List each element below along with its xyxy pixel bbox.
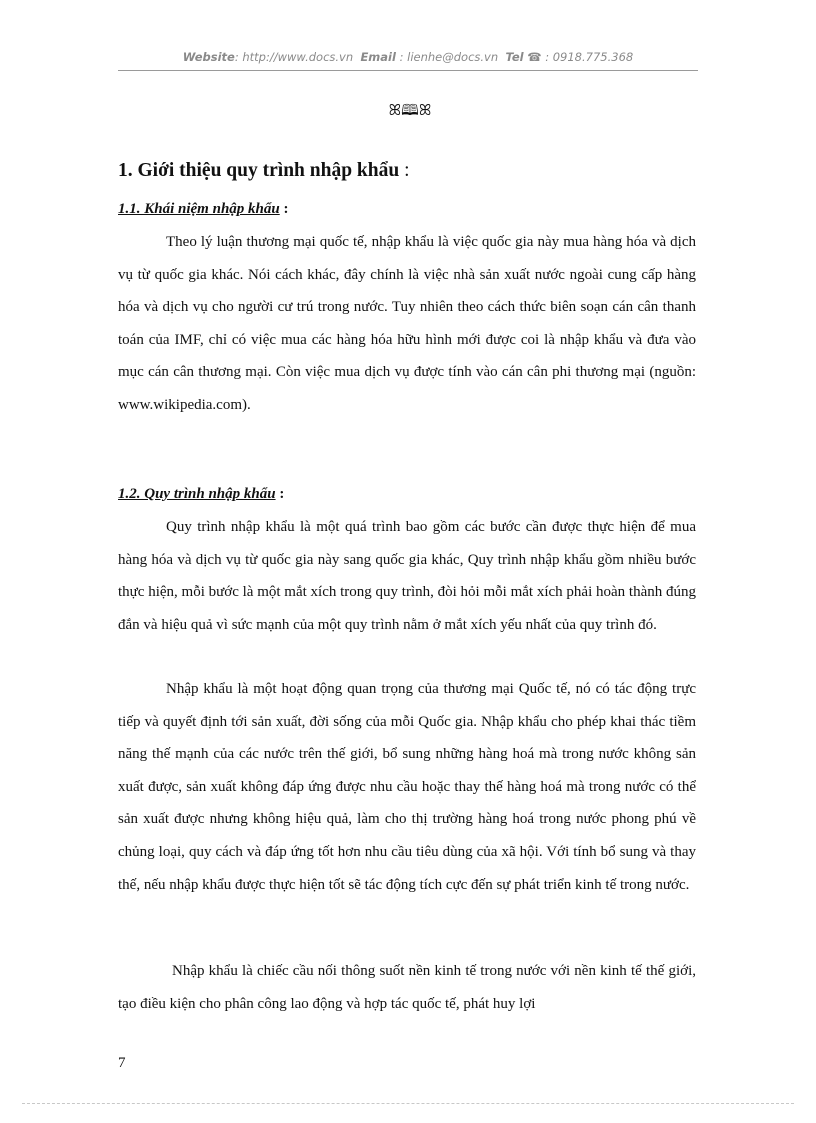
ornament-icon: ꕤ🕮ꕤ <box>388 103 432 119</box>
subsection-1-heading <box>118 201 288 218</box>
subsection-2-heading <box>118 486 284 503</box>
subsection-1-suffix: : <box>279 201 289 217</box>
section-title-suffix: : <box>399 160 410 181</box>
section-title: 1. Giới thiệu quy trình nhập khẩu <box>118 160 400 181</box>
paragraph-1-1: Theo lý luận thương mại quốc tế, nhập khẩu là việc quốc gia này mua hàng hóa và dịch vụ từ quốc gia khác. Nói cách khác, đây chính là việc nhà sản xuất nước ngoài cung cấp hàng hóa và dịch vụ cho người cư trú trong nước. Tuy nhiên theo cách thức biên soạn cán cân thanh toán của IMF, chỉ có việc mua các hàng hóa hữu hình mới được coi là nhập khẩu và đưa vào mục cán cân thương mại. Còn việc mua dịch vụ được tính vào cán cân phi thương mại (nguồn: www.wikipedia.com). <box>118 234 696 413</box>
page-number: 7 <box>118 1055 126 1071</box>
paragraph-1-2-a: Quy trình nhập khẩu là một quá trình bao gồm các bước cần được thực hiện để mua hàng hóa và dịch vụ từ quốc gia này sang quốc gia khác, Quy trình nhập khẩu gồm nhiều bước thực hiện, mỗi bước là một mắt xích trong quy trình, đòi hỏi mỗi mắt xích phải hoàn thành đúng đắn và hiệu quả vì sức mạnh của một quy trình nằm ở mắt xích yếu nhất của quy trình đó. <box>118 519 696 633</box>
subsection-1-title: 1.1. Khái niệm nhập khẩu <box>118 201 280 217</box>
tel-value: ☎ : 0918.775.368 <box>523 50 634 64</box>
paragraph-1-2-c: Nhập khẩu là chiếc cầu nối thông suốt nền kinh tế trong nước với nền kinh tế thế giới, tạo điều kiện cho phân công lao động và hợp tác quốc tế, phát huy lợi <box>118 963 696 1012</box>
tel-label: Tel <box>505 50 524 64</box>
email-label: Email <box>360 50 396 64</box>
subsection-2-suffix: : <box>275 486 285 502</box>
email-value: : lienhe@docs.vn <box>395 50 499 64</box>
header-divider <box>118 70 698 71</box>
website-value: : http://www.docs.vn <box>234 50 354 64</box>
paragraph-1-2-b: Nhập khẩu là một hoạt động quan trọng của thương mại Quốc tế, nó có tác động trực tiếp và quyết định tới sản xuất, đời sống của mỗi Quốc gia. Nhập khẩu cho phép khai thác tiềm năng thế mạnh của các nước trên thế giới, bổ sung những hàng hoá mà trong nước không sản xuất được, sản xuất không đáp ứng được nhu cầu hoặc thay thế hàng hoá mà trong nước có thể sản xuất được nhưng không hiệu quả, làm cho thị trường hàng hoá trong nước phong phú về chủng loại, quy cách và đáp ứng tốt hơn nhu cầu tiêu dùng của xã hội. Với tính bổ sung và thay thế, nếu nhập khẩu được thực hiện tốt sẽ tác động tích cực đến sự phát triển kinh tế trong nước. <box>118 681 696 893</box>
section-heading <box>118 160 410 182</box>
subsection-2-title: 1.2. Quy trình nhập khẩu <box>118 486 276 502</box>
page-bottom-border <box>22 1103 794 1104</box>
website-label: Website <box>182 50 235 64</box>
page-header <box>118 50 698 70</box>
